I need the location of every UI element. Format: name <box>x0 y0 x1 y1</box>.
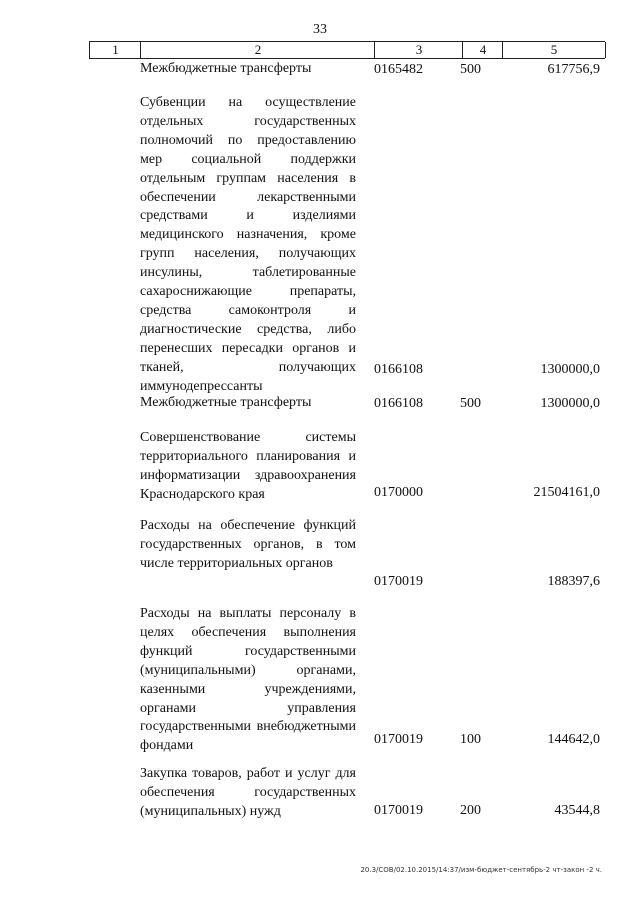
row-amount: 144642,0 <box>547 732 600 747</box>
document-footer: 20.3/СОВ/02.10.2015/14:37/изм-бюджет-сентябрь-2 чт-закон -2 ч. <box>360 866 602 874</box>
row-description: Межбюджетные трансферты <box>140 395 312 410</box>
header-col-4: 4 <box>462 42 503 58</box>
row-amount: 188397,6 <box>547 574 600 589</box>
row-description: Субвенции на осуществление отдельных государственных полномочий по предоставлению мер социальной поддержки отдельным группам населения в обеспечении лекарственными средствами и изделиями медицинского назначения, кроме групп населения, получающих инсулины, таблетированные сахароснижающие препараты, средства самоконтроля и диагностические средства, либо перенесших пересадки органов и тканей, получающих иммунодепрессанты <box>140 95 356 394</box>
row-type: 200 <box>460 803 481 818</box>
row-type: 500 <box>460 62 481 77</box>
row-description: Закупка товаров, работ и услуг для обеспечения государственных (муниципальных) нужд <box>140 766 356 819</box>
row-description: Расходы на выплаты персоналу в целях обеспечения выполнения функций государственными (муниципальными) органами, казенными учреждениями, органами управления государственными внебюджетными фондами <box>140 606 356 754</box>
header-col-3: 3 <box>374 42 463 58</box>
row-description: Совершенствование системы территориального планирования и информатизации здравоохранения Краснодарского края <box>140 430 356 502</box>
row-code: 0166108 <box>374 396 423 411</box>
row-code: 0170019 <box>374 574 423 589</box>
row-code: 0170019 <box>374 803 423 818</box>
row-code: 0165482 <box>374 62 423 77</box>
row-type: 100 <box>460 732 481 747</box>
row-amount: 617756,9 <box>547 62 600 77</box>
row-amount: 1300000,0 <box>540 396 600 411</box>
row-amount: 43544,8 <box>554 803 600 818</box>
row-type: 500 <box>460 396 481 411</box>
row-amount: 21504161,0 <box>533 485 600 500</box>
row-description: Расходы на обеспечение функций государственных органов, в том числе территориальных органов <box>140 518 356 571</box>
row-code: 0166108 <box>374 362 423 377</box>
row-amount: 1300000,0 <box>540 362 600 377</box>
header-col-2: 2 <box>140 42 375 58</box>
row-code: 0170000 <box>374 485 423 500</box>
header-col-5: 5 <box>502 42 606 58</box>
row-description: Межбюджетные трансферты <box>140 61 312 76</box>
page-number: 33 <box>313 22 327 37</box>
header-col-1: 1 <box>89 42 141 58</box>
table-header <box>89 41 605 59</box>
row-code: 0170019 <box>374 732 423 747</box>
